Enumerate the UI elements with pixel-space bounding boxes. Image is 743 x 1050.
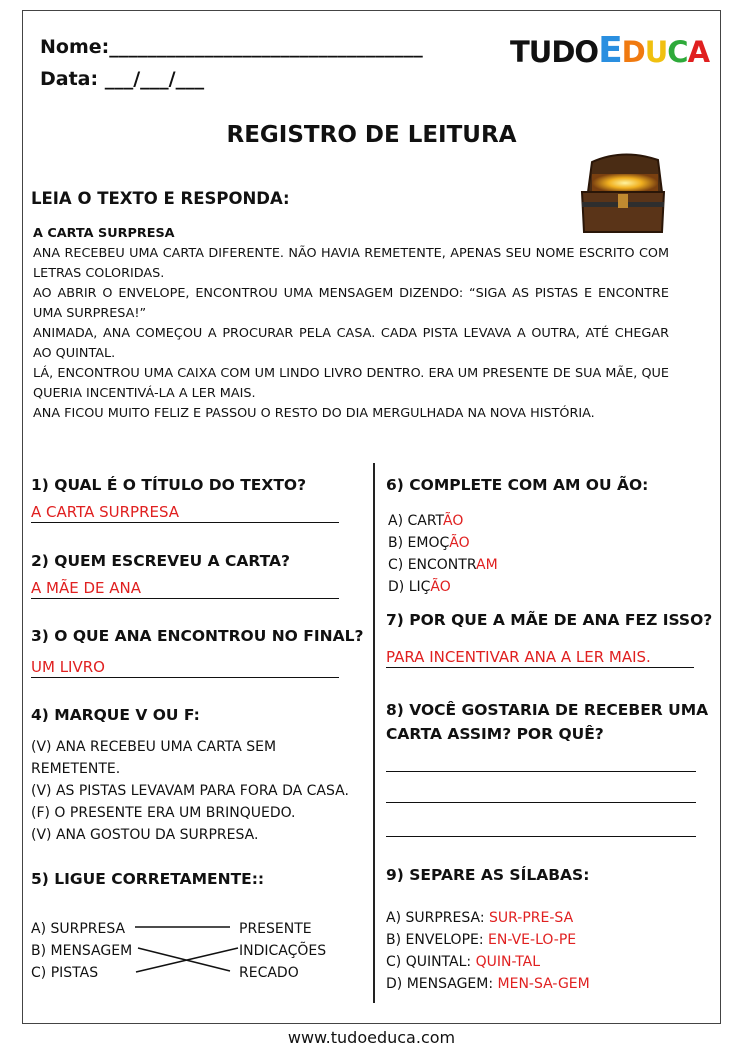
tudoeduca-logo: TUDOEDUCA (510, 30, 710, 71)
answer-8-line[interactable] (386, 802, 696, 803)
story-paragraph: ANA FICOU MUITO FELIZ E PASSOU O RESTO DO DIA MERGULHADA NA NOVA HISTÓRIA. (33, 406, 595, 421)
match-right (239, 918, 326, 984)
answer-8-line[interactable] (386, 836, 696, 837)
tf-item: (F) O PRESENTE ERA UM BRINQUEDO. (31, 805, 296, 821)
story-paragraph: LÁ, ENCONTROU UMA CAIXA COM UM LINDO LIVRO DENTRO. ERA UM PRESENTE DE SUA MÃE, QUE QUERIA INCENTIVÁ-LA A LER MAIS. (33, 366, 669, 401)
match-right-item: INDICAÇÕES (239, 943, 327, 959)
question-3: 3) O QUE ANA ENCONTROU NO FINAL? (31, 627, 364, 645)
match-left (31, 918, 132, 984)
match-left-item: C) PISTAS (31, 965, 99, 981)
story-text (33, 224, 669, 424)
question-9: 9) SEPARE AS SÍLABAS: (386, 866, 590, 884)
story-paragraph: ANA RECEBEU UMA CARTA DIFERENTE. NÃO HAVIA REMETENTE, APENAS SEU NOME ESCRITO COM LETRAS COLORIDAS. (33, 246, 669, 281)
tf-item: (V) ANA RECEBEU UMA CARTA SEM (31, 739, 277, 755)
match-left-item: A) SURPRESA (31, 921, 126, 937)
question-8: 8) VOCÊ GOSTARIA DE RECEBER UMA CARTA ASSIM? POR QUÊ? (386, 701, 709, 743)
answer-3[interactable]: UM LIVRO (31, 658, 339, 678)
match-left-item: B) MENSAGEM (31, 943, 133, 959)
complete-item: B) EMOÇÃO (388, 535, 470, 551)
question-1: 1) QUAL É O TÍTULO DO TEXTO? (31, 476, 307, 494)
question-5: 5) LIGUE CORRETAMENTE:: (31, 870, 265, 888)
syllable-item: C) QUINTAL: QUIN-TAL (386, 954, 541, 970)
complete-list (388, 510, 498, 598)
syllable-list (386, 907, 590, 995)
true-false-list (31, 736, 349, 846)
tf-item: (V) AS PISTAS LEVAVAM PARA FORA DA CASA. (31, 783, 349, 799)
column-divider (373, 463, 375, 1003)
complete-item: A) CARTÃO (388, 513, 464, 529)
answer-2[interactable]: A MÃE DE ANA (31, 579, 339, 599)
match-lines (130, 920, 242, 980)
instruction: LEIA O TEXTO E RESPONDA: (31, 189, 290, 208)
answer-7[interactable]: PARA INCENTIVAR ANA A LER MAIS. (386, 648, 694, 668)
story-title: A CARTA SURPRESA (33, 226, 175, 241)
question-2: 2) QUEM ESCREVEU A CARTA? (31, 552, 291, 570)
question-7: 7) POR QUE A MÃE DE ANA FEZ ISSO? (386, 611, 713, 629)
syllable-item: A) SURPRESA: SUR-PRE-SA (386, 910, 574, 926)
complete-item: D) LIÇÃO (388, 579, 451, 595)
story-paragraph: AO ABRIR O ENVELOPE, ENCONTROU UMA MENSAGEM DIZENDO: “SIGA AS PISTAS E ENCONTRE UMA SURPRESA!” (33, 286, 669, 321)
tf-item: (V) ANA GOSTOU DA SURPRESA. (31, 827, 259, 843)
answer-1[interactable]: A CARTA SURPRESA (31, 503, 339, 523)
name-field[interactable]: Nome:_________________________________ (40, 36, 423, 58)
question-4: 4) MARQUE V OU F: (31, 706, 200, 724)
question-6: 6) COMPLETE COM AM OU ÃO: (386, 476, 649, 494)
page-title: REGISTRO DE LEITURA (226, 122, 517, 148)
syllable-item: D) MENSAGEM: MEN-SA-GEM (386, 976, 590, 992)
answer-8-line[interactable] (386, 771, 696, 772)
complete-item: C) ENCONTRAM (388, 557, 498, 573)
syllable-item: B) ENVELOPE: EN-VE-LO-PE (386, 932, 577, 948)
story-paragraph: ANIMADA, ANA COMEÇOU A PROCURAR PELA CASA. CADA PISTA LEVAVA A OUTRA, ATÉ CHEGAR AO QUINTAL. (33, 326, 669, 361)
tf-item: REMETENTE. (31, 761, 121, 777)
footer-url[interactable]: www.tudoeduca.com (287, 1028, 456, 1047)
match-right-item: PRESENTE (239, 921, 312, 937)
match-right-item: RECADO (239, 965, 299, 981)
date-field[interactable]: Data: ___/___/___ (40, 68, 205, 90)
